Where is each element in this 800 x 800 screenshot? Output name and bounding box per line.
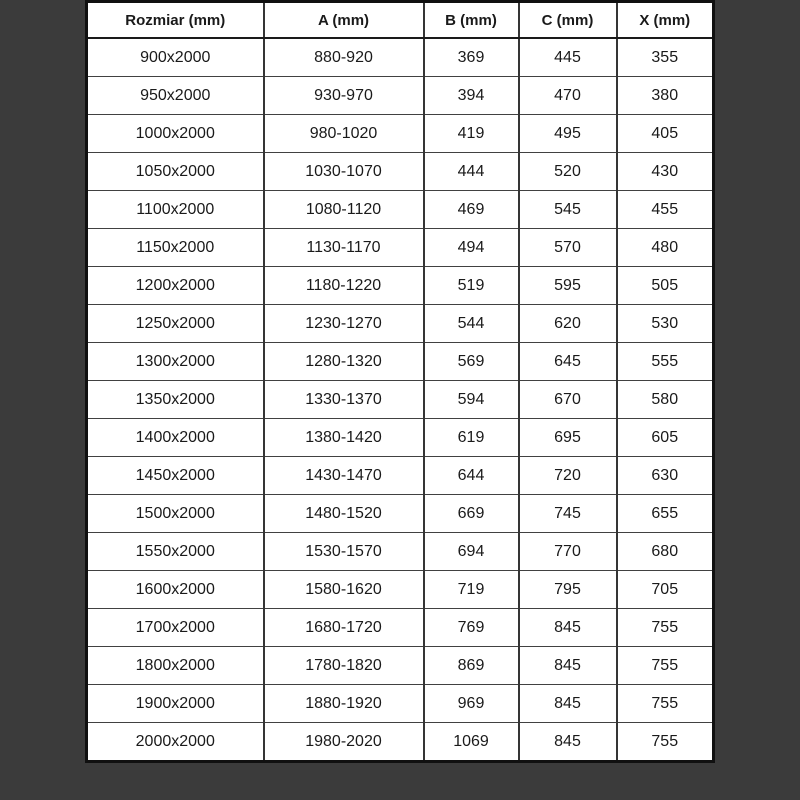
table-cell: 720 (519, 457, 617, 495)
table-cell: 494 (424, 229, 519, 267)
table-cell: 1069 (424, 723, 519, 762)
table-cell: 1350x2000 (87, 381, 264, 419)
table-row (87, 723, 714, 762)
table-cell: 445 (519, 38, 617, 77)
table-cell: 680 (617, 533, 714, 571)
table-body (87, 38, 714, 762)
table-cell: 745 (519, 495, 617, 533)
table-cell: 1780-1820 (264, 647, 424, 685)
table-cell: 845 (519, 723, 617, 762)
table-cell: 495 (519, 115, 617, 153)
table-cell: 444 (424, 153, 519, 191)
table-cell: 355 (617, 38, 714, 77)
table-row (87, 153, 714, 191)
table-row (87, 495, 714, 533)
table-cell: 1580-1620 (264, 571, 424, 609)
table-cell: 669 (424, 495, 519, 533)
table-cell: 570 (519, 229, 617, 267)
table-cell: 1280-1320 (264, 343, 424, 381)
table-cell: 530 (617, 305, 714, 343)
table-cell: 1530-1570 (264, 533, 424, 571)
table-cell: 1050x2000 (87, 153, 264, 191)
table-cell: 770 (519, 533, 617, 571)
table-row (87, 533, 714, 571)
table-cell: 580 (617, 381, 714, 419)
column-header: B (mm) (424, 2, 519, 39)
table-cell: 394 (424, 77, 519, 115)
table-row (87, 77, 714, 115)
table-cell: 1800x2000 (87, 647, 264, 685)
table-cell: 969 (424, 685, 519, 723)
table-cell: 2000x2000 (87, 723, 264, 762)
table-row (87, 229, 714, 267)
table-cell: 1000x2000 (87, 115, 264, 153)
table-row (87, 191, 714, 229)
table-cell: 1130-1170 (264, 229, 424, 267)
column-header: Rozmiar (mm) (87, 2, 264, 39)
table-cell: 1680-1720 (264, 609, 424, 647)
table-cell: 880-920 (264, 38, 424, 77)
table-cell: 1880-1920 (264, 685, 424, 723)
table-cell: 1150x2000 (87, 229, 264, 267)
table-cell: 705 (617, 571, 714, 609)
table-cell: 1300x2000 (87, 343, 264, 381)
table-cell: 630 (617, 457, 714, 495)
table-row (87, 647, 714, 685)
table-row (87, 343, 714, 381)
table-cell: 505 (617, 267, 714, 305)
table-cell: 1500x2000 (87, 495, 264, 533)
table-cell: 845 (519, 685, 617, 723)
table-row (87, 457, 714, 495)
table-cell: 430 (617, 153, 714, 191)
table-row (87, 571, 714, 609)
table-cell: 594 (424, 381, 519, 419)
table-cell: 670 (519, 381, 617, 419)
table-cell: 519 (424, 267, 519, 305)
size-table-container (85, 0, 715, 763)
table-row (87, 419, 714, 457)
table-cell: 405 (617, 115, 714, 153)
table-cell: 755 (617, 723, 714, 762)
table-cell: 480 (617, 229, 714, 267)
table-cell: 544 (424, 305, 519, 343)
table-cell: 369 (424, 38, 519, 77)
table-row (87, 609, 714, 647)
table-row (87, 305, 714, 343)
table-cell: 555 (617, 343, 714, 381)
table-cell: 769 (424, 609, 519, 647)
table-cell: 1380-1420 (264, 419, 424, 457)
table-cell: 469 (424, 191, 519, 229)
table-cell: 869 (424, 647, 519, 685)
table-cell: 1100x2000 (87, 191, 264, 229)
table-cell: 1200x2000 (87, 267, 264, 305)
table-cell: 1980-2020 (264, 723, 424, 762)
column-header: X (mm) (617, 2, 714, 39)
table-cell: 930-970 (264, 77, 424, 115)
table-cell: 605 (617, 419, 714, 457)
table-cell: 644 (424, 457, 519, 495)
table-row (87, 38, 714, 77)
table-cell: 795 (519, 571, 617, 609)
table-cell: 845 (519, 609, 617, 647)
table-cell: 620 (519, 305, 617, 343)
table-cell: 755 (617, 647, 714, 685)
table-cell: 1180-1220 (264, 267, 424, 305)
table-cell: 755 (617, 609, 714, 647)
table-cell: 470 (519, 77, 617, 115)
table-cell: 719 (424, 571, 519, 609)
table-cell: 1550x2000 (87, 533, 264, 571)
table-header (87, 2, 714, 39)
table-cell: 645 (519, 343, 617, 381)
table-row (87, 267, 714, 305)
table-cell: 900x2000 (87, 38, 264, 77)
table-cell: 1250x2000 (87, 305, 264, 343)
table-cell: 1900x2000 (87, 685, 264, 723)
table-cell: 1400x2000 (87, 419, 264, 457)
table-cell: 380 (617, 77, 714, 115)
table-cell: 1080-1120 (264, 191, 424, 229)
table-cell: 1700x2000 (87, 609, 264, 647)
table-cell: 1330-1370 (264, 381, 424, 419)
table-cell: 455 (617, 191, 714, 229)
table-cell: 694 (424, 533, 519, 571)
size-table (85, 0, 715, 763)
table-cell: 569 (424, 343, 519, 381)
column-header: A (mm) (264, 2, 424, 39)
table-cell: 595 (519, 267, 617, 305)
table-cell: 980-1020 (264, 115, 424, 153)
table-cell: 1480-1520 (264, 495, 424, 533)
table-cell: 520 (519, 153, 617, 191)
table-row (87, 381, 714, 419)
table-row (87, 685, 714, 723)
table-cell: 1230-1270 (264, 305, 424, 343)
table-cell: 845 (519, 647, 617, 685)
table-cell: 619 (424, 419, 519, 457)
table-cell: 545 (519, 191, 617, 229)
table-cell: 1600x2000 (87, 571, 264, 609)
header-row (87, 2, 714, 39)
column-header: C (mm) (519, 2, 617, 39)
table-row (87, 115, 714, 153)
table-cell: 755 (617, 685, 714, 723)
table-cell: 655 (617, 495, 714, 533)
table-cell: 950x2000 (87, 77, 264, 115)
table-cell: 695 (519, 419, 617, 457)
table-cell: 1430-1470 (264, 457, 424, 495)
table-cell: 1450x2000 (87, 457, 264, 495)
table-cell: 419 (424, 115, 519, 153)
table-cell: 1030-1070 (264, 153, 424, 191)
